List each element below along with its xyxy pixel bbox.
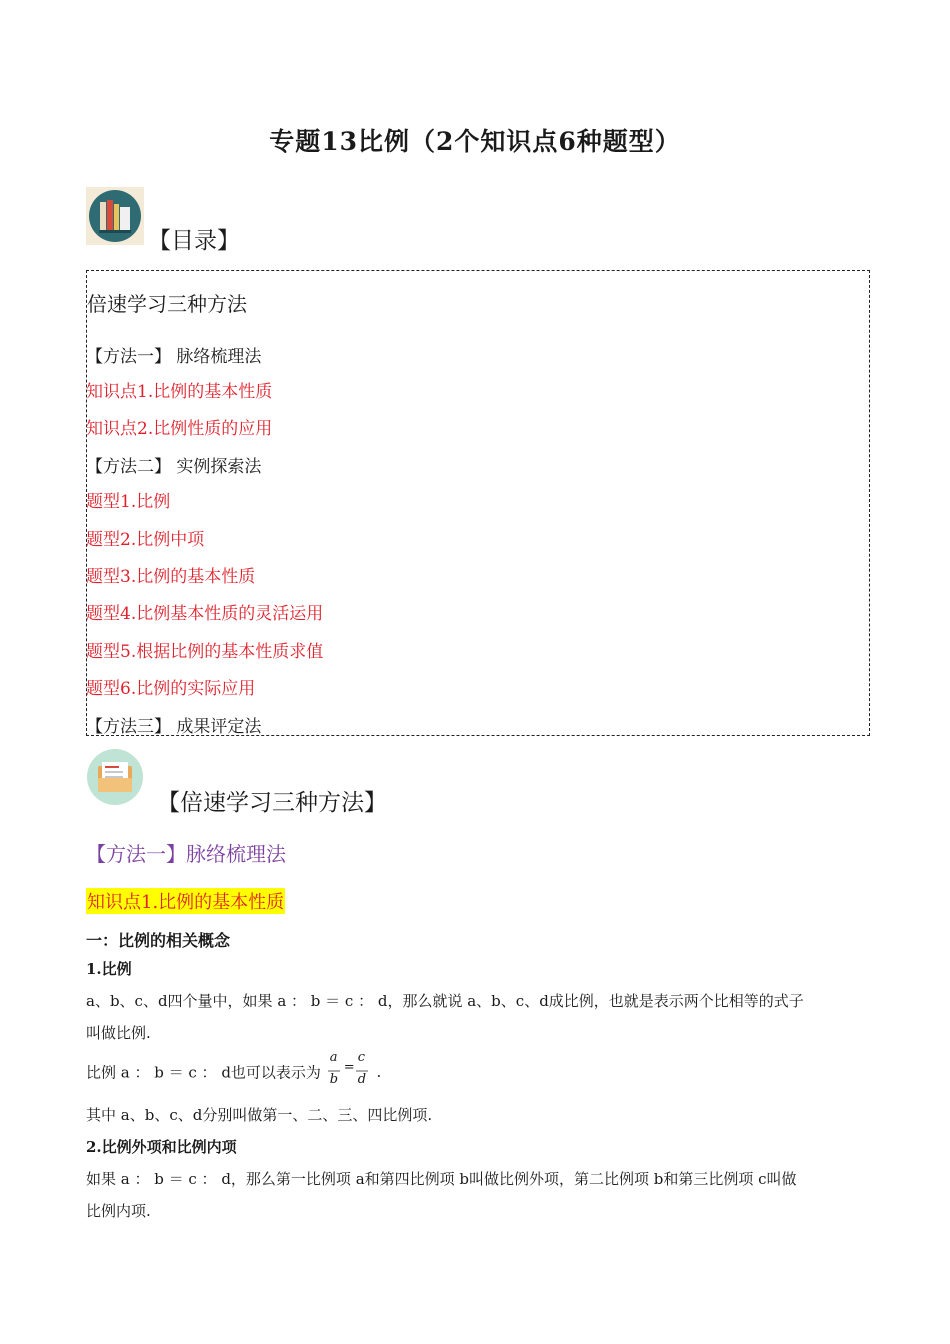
toc-item[interactable]: 知识点2.比例性质的应用 <box>86 419 273 439</box>
frac-b: b <box>329 1072 339 1087</box>
paragraph-2-prefix: 比例 a ： b ＝ c ： d也可以表示为 <box>86 1063 321 1082</box>
paragraph-3: 其中 a、b、c、d分别叫做第一、二、三、四比例项. <box>86 1106 433 1124</box>
section-heading: 【倍速学习三种方法】 <box>157 790 387 816</box>
paragraph-2-suffix: . <box>376 1063 382 1081</box>
frac-a: a <box>329 1050 338 1065</box>
knowledge-point-1: 知识点1.比例的基本性质 <box>86 888 285 914</box>
toc-item[interactable]: 【方法二】 实例探索法 <box>86 457 262 477</box>
paragraph-1-line-1: a、b、c、d四个量中，如果 a ： b ＝ c ： d，那么就说 a、b、c、d成比例，也就是表示两个比相等的式子 <box>86 992 804 1010</box>
fraction-equation <box>326 1052 372 1092</box>
subtitle-ratio: 1.比例 <box>86 960 132 978</box>
toc-item[interactable]: 题型3.比例的基本性质 <box>86 567 256 587</box>
concept-title: 一：比例的相关概念 <box>86 931 231 950</box>
frac-eq: = <box>343 1060 355 1075</box>
books-icon <box>86 187 144 245</box>
frac-d: d <box>357 1072 367 1087</box>
toc-item[interactable]: 【方法三】 成果评定法 <box>86 717 262 737</box>
frac-c: c <box>357 1050 365 1065</box>
folder-icon <box>86 748 144 806</box>
paragraph-2 <box>86 1052 381 1092</box>
toc-item[interactable]: 题型6.比例的实际应用 <box>86 679 256 699</box>
toc-item[interactable]: 题型4.比例基本性质的灵活运用 <box>86 604 324 624</box>
subtitle-terms: 2.比例外项和比例内项 <box>86 1138 237 1156</box>
toc-item[interactable]: 【方法一】 脉络梳理法 <box>86 347 262 367</box>
toc-item[interactable]: 题型2.比例中项 <box>86 530 205 550</box>
paragraph-4-line-2: 比例内项. <box>86 1202 151 1220</box>
toc-item[interactable]: 题型1.比例 <box>86 492 171 512</box>
toc-item[interactable]: 知识点1.比例的基本性质 <box>86 382 273 402</box>
toc-box <box>86 270 870 736</box>
toc-item[interactable]: 题型5.根据比例的基本性质求值 <box>86 642 324 662</box>
page-title: 专题13比例（2个知识点6种题型） <box>269 127 681 156</box>
paragraph-4-line-1: 如果 a ： b ＝ c ： d，那么第一比例项 a和第四比例项 b叫做比例外项，第二比例项 b和第三比例项 c叫做 <box>86 1170 797 1188</box>
method1-heading: 【方法一】脉络梳理法 <box>86 842 286 866</box>
paragraph-1-line-2: 叫做比例. <box>86 1024 151 1042</box>
toc-heading: 【目录】 <box>148 228 240 254</box>
toc-box-title: 倍速学习三种方法 <box>87 292 247 316</box>
